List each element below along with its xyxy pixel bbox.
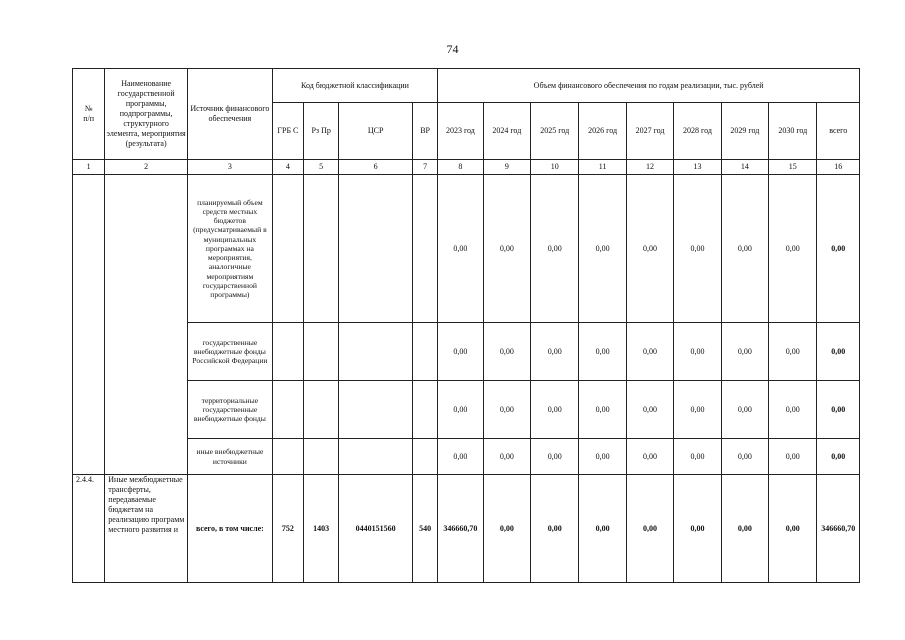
source-cell: планируемый объем средств местных бюджетов (предусматриваемый в муниципальных программах на мероприятия, аналогичные мероприятиям государственной программы) — [188, 175, 273, 323]
item-number: 2.4.4. — [73, 475, 105, 583]
value-cell: 0,00 — [721, 323, 768, 381]
value-cell: 0,00 — [531, 475, 579, 583]
value-cell: 0,00 — [438, 381, 483, 439]
col-number: 6 — [339, 160, 413, 175]
value-cell: 0,00 — [579, 475, 626, 583]
header-total: всего — [817, 103, 860, 160]
budget-table — [72, 68, 860, 583]
value-cell: 0,00 — [626, 439, 673, 475]
header-year: 2023 год — [438, 103, 483, 160]
value-cell: 0,00 — [531, 323, 579, 381]
value-cell: 0,00 — [721, 475, 768, 583]
value-cell: 0,00 — [721, 439, 768, 475]
value-cell: 0,00 — [769, 381, 817, 439]
cell-empty — [304, 175, 339, 323]
col-number: 11 — [579, 160, 626, 175]
page-number: 74 — [446, 42, 459, 56]
value-cell: 0,00 — [579, 381, 626, 439]
header-source: Источник финансового обеспечения — [188, 69, 273, 160]
col-number: 8 — [438, 160, 483, 175]
value-cell: 0,00 — [769, 439, 817, 475]
cell-empty — [339, 439, 413, 475]
value-cell: 0,00 — [483, 175, 530, 323]
header-year: 2029 год — [721, 103, 768, 160]
total-cell: 0,00 — [817, 323, 860, 381]
cell-empty — [272, 381, 303, 439]
cell-empty — [339, 323, 413, 381]
value-cell: 0,00 — [438, 439, 483, 475]
cell-empty — [304, 381, 339, 439]
value-cell: 0,00 — [579, 323, 626, 381]
col-number: 7 — [412, 160, 437, 175]
value-cell: 0,00 — [626, 323, 673, 381]
item-csr: 0440151560 — [339, 475, 413, 583]
col-number: 4 — [272, 160, 303, 175]
item-grbs: 752 — [272, 475, 303, 583]
value-cell: 0,00 — [626, 475, 673, 583]
col-number: 5 — [304, 160, 339, 175]
col-number: 15 — [769, 160, 817, 175]
value-cell: 0,00 — [721, 381, 768, 439]
total-cell: 0,00 — [817, 381, 860, 439]
value-cell: 0,00 — [674, 381, 721, 439]
item-source: всего, в том числе: — [188, 475, 273, 583]
total-cell: 0,00 — [817, 175, 860, 323]
col-number: 14 — [721, 160, 768, 175]
col-number: 10 — [531, 160, 579, 175]
header-num: № п/п — [73, 69, 105, 160]
col-number: 3 — [188, 160, 273, 175]
cell-name-empty — [105, 175, 188, 475]
value-cell: 0,00 — [769, 323, 817, 381]
header-rzpr: Рз Пр — [304, 103, 339, 160]
value-cell: 346660,70 — [438, 475, 483, 583]
value-cell: 0,00 — [674, 439, 721, 475]
header-year: 2028 год — [674, 103, 721, 160]
cell-empty — [339, 381, 413, 439]
cell-empty — [272, 175, 303, 323]
cell-empty — [412, 381, 437, 439]
source-cell: территориальные государственные внебюджетные фонды — [188, 381, 273, 439]
col-number: 16 — [817, 160, 860, 175]
value-cell: 0,00 — [531, 175, 579, 323]
value-cell: 0,00 — [438, 323, 483, 381]
value-cell: 0,00 — [483, 381, 530, 439]
col-number: 9 — [483, 160, 530, 175]
header-volume: Объем финансового обеспечения по годам реализации, тыс. рублей — [438, 69, 860, 103]
header-year: 2024 год — [483, 103, 530, 160]
col-number: 13 — [674, 160, 721, 175]
cell-empty — [304, 439, 339, 475]
header-name: Наименование государственной программы, подпрограммы, структурного элемента, мероприятия (результата) — [105, 69, 188, 160]
col-number: 2 — [105, 160, 188, 175]
value-cell: 0,00 — [483, 439, 530, 475]
header-budget-code: Код бюджетной классификации — [272, 69, 437, 103]
cell-empty — [412, 175, 437, 323]
cell-empty — [272, 323, 303, 381]
header-year: 2027 год — [626, 103, 673, 160]
cell-empty — [412, 439, 437, 475]
value-cell: 0,00 — [769, 175, 817, 323]
value-cell: 0,00 — [531, 439, 579, 475]
value-cell: 0,00 — [626, 175, 673, 323]
header-year: 2030 год — [769, 103, 817, 160]
value-cell: 0,00 — [721, 175, 768, 323]
value-cell: 0,00 — [483, 475, 530, 583]
header-grbs: ГРБ С — [272, 103, 303, 160]
value-cell: 0,00 — [531, 381, 579, 439]
cell-empty — [272, 439, 303, 475]
col-number: 12 — [626, 160, 673, 175]
total-cell: 0,00 — [817, 439, 860, 475]
item-rzpr: 1403 — [304, 475, 339, 583]
cell-empty — [304, 323, 339, 381]
value-cell: 0,00 — [483, 323, 530, 381]
header-year: 2026 год — [579, 103, 626, 160]
col-number: 1 — [73, 160, 105, 175]
value-cell: 0,00 — [674, 475, 721, 583]
value-cell: 0,00 — [438, 175, 483, 323]
header-vr: ВР — [412, 103, 437, 160]
header-year: 2025 год — [531, 103, 579, 160]
value-cell: 0,00 — [769, 475, 817, 583]
value-cell: 0,00 — [579, 439, 626, 475]
cell-empty — [339, 175, 413, 323]
item-vr: 540 — [412, 475, 437, 583]
source-cell: иные внебюджетные источники — [188, 439, 273, 475]
cell-empty — [412, 323, 437, 381]
header-csr: ЦСР — [339, 103, 413, 160]
value-cell: 0,00 — [579, 175, 626, 323]
total-cell: 346660,70 — [817, 475, 860, 583]
item-name: Иные межбюджетные трансферты, передаваемые бюджетам на реализацию программ местного развития и — [105, 475, 188, 583]
value-cell: 0,00 — [626, 381, 673, 439]
cell-num-empty — [73, 175, 105, 475]
source-cell: государственные внебюджетные фонды Российской Федерации — [188, 323, 273, 381]
value-cell: 0,00 — [674, 175, 721, 323]
value-cell: 0,00 — [674, 323, 721, 381]
